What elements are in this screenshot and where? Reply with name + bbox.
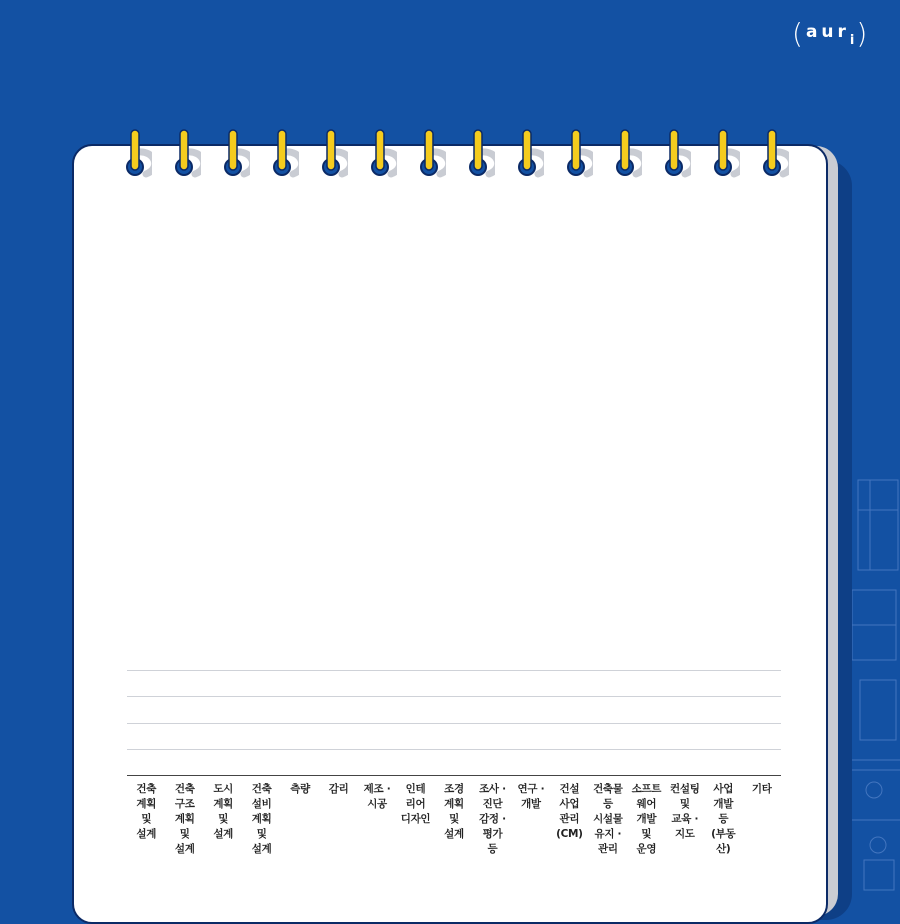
category-item: 건축 구조 계획 및 설계: [174, 783, 195, 855]
logo-close-paren: ): [856, 17, 868, 50]
spiral-ring: [173, 128, 201, 178]
ruled-line: [127, 696, 781, 697]
category-item: 소프트 웨어 개발 및 운영: [631, 783, 662, 855]
category-item: 조사 · 진단 감정 · 평가 등: [479, 783, 506, 855]
ruled-line: [127, 749, 781, 750]
category-item: 측량: [290, 783, 310, 795]
spiral-ring: [467, 128, 495, 178]
logo-open-paren: (: [792, 17, 803, 50]
category-item: 건축물 등 시설물 유지 · 관리: [593, 783, 623, 855]
logo-word: aur: [805, 22, 850, 42]
spiral-ring: [271, 128, 299, 178]
spiral-ring: [712, 128, 740, 178]
spiral-ring: [369, 128, 397, 178]
spiral-ring: [418, 128, 446, 178]
category-item: 건설 사업 관리 (CM): [556, 783, 583, 840]
category-item: 도시 계획 및 설계: [213, 783, 234, 840]
category-list: [127, 782, 781, 857]
spiral-ring: [565, 128, 593, 178]
spiral-ring: [124, 128, 152, 178]
category-item: 인테 리어 디자인: [400, 783, 431, 825]
category-item: 연구 · 개발: [517, 783, 545, 810]
spiral-ring: [516, 128, 544, 178]
category-item: 조경 계획 및 설계: [444, 783, 464, 840]
category-item: 건축 설비 계획 및 설계: [251, 783, 272, 855]
category-divider: [127, 775, 781, 776]
category-item: 제조 · 시공: [363, 783, 391, 810]
category-item: 사업 개발 등 (부동산): [711, 783, 736, 855]
spiral-ring: [222, 128, 250, 178]
spiral-ring: [614, 128, 642, 178]
category-item: 기타: [751, 783, 772, 795]
spiral-ring: [320, 128, 348, 178]
category-item: 건축 계획 및 설계: [136, 783, 157, 840]
spiral-ring: [761, 128, 789, 178]
ruled-line: [127, 723, 781, 724]
spiral-ring: [663, 128, 691, 178]
auri-logo: [792, 16, 884, 52]
logo-sub: i: [849, 32, 855, 48]
category-item: 컨설팅 및 교육 · 지도: [670, 783, 700, 840]
category-item: 감리: [328, 783, 349, 795]
ruled-line: [127, 670, 781, 671]
